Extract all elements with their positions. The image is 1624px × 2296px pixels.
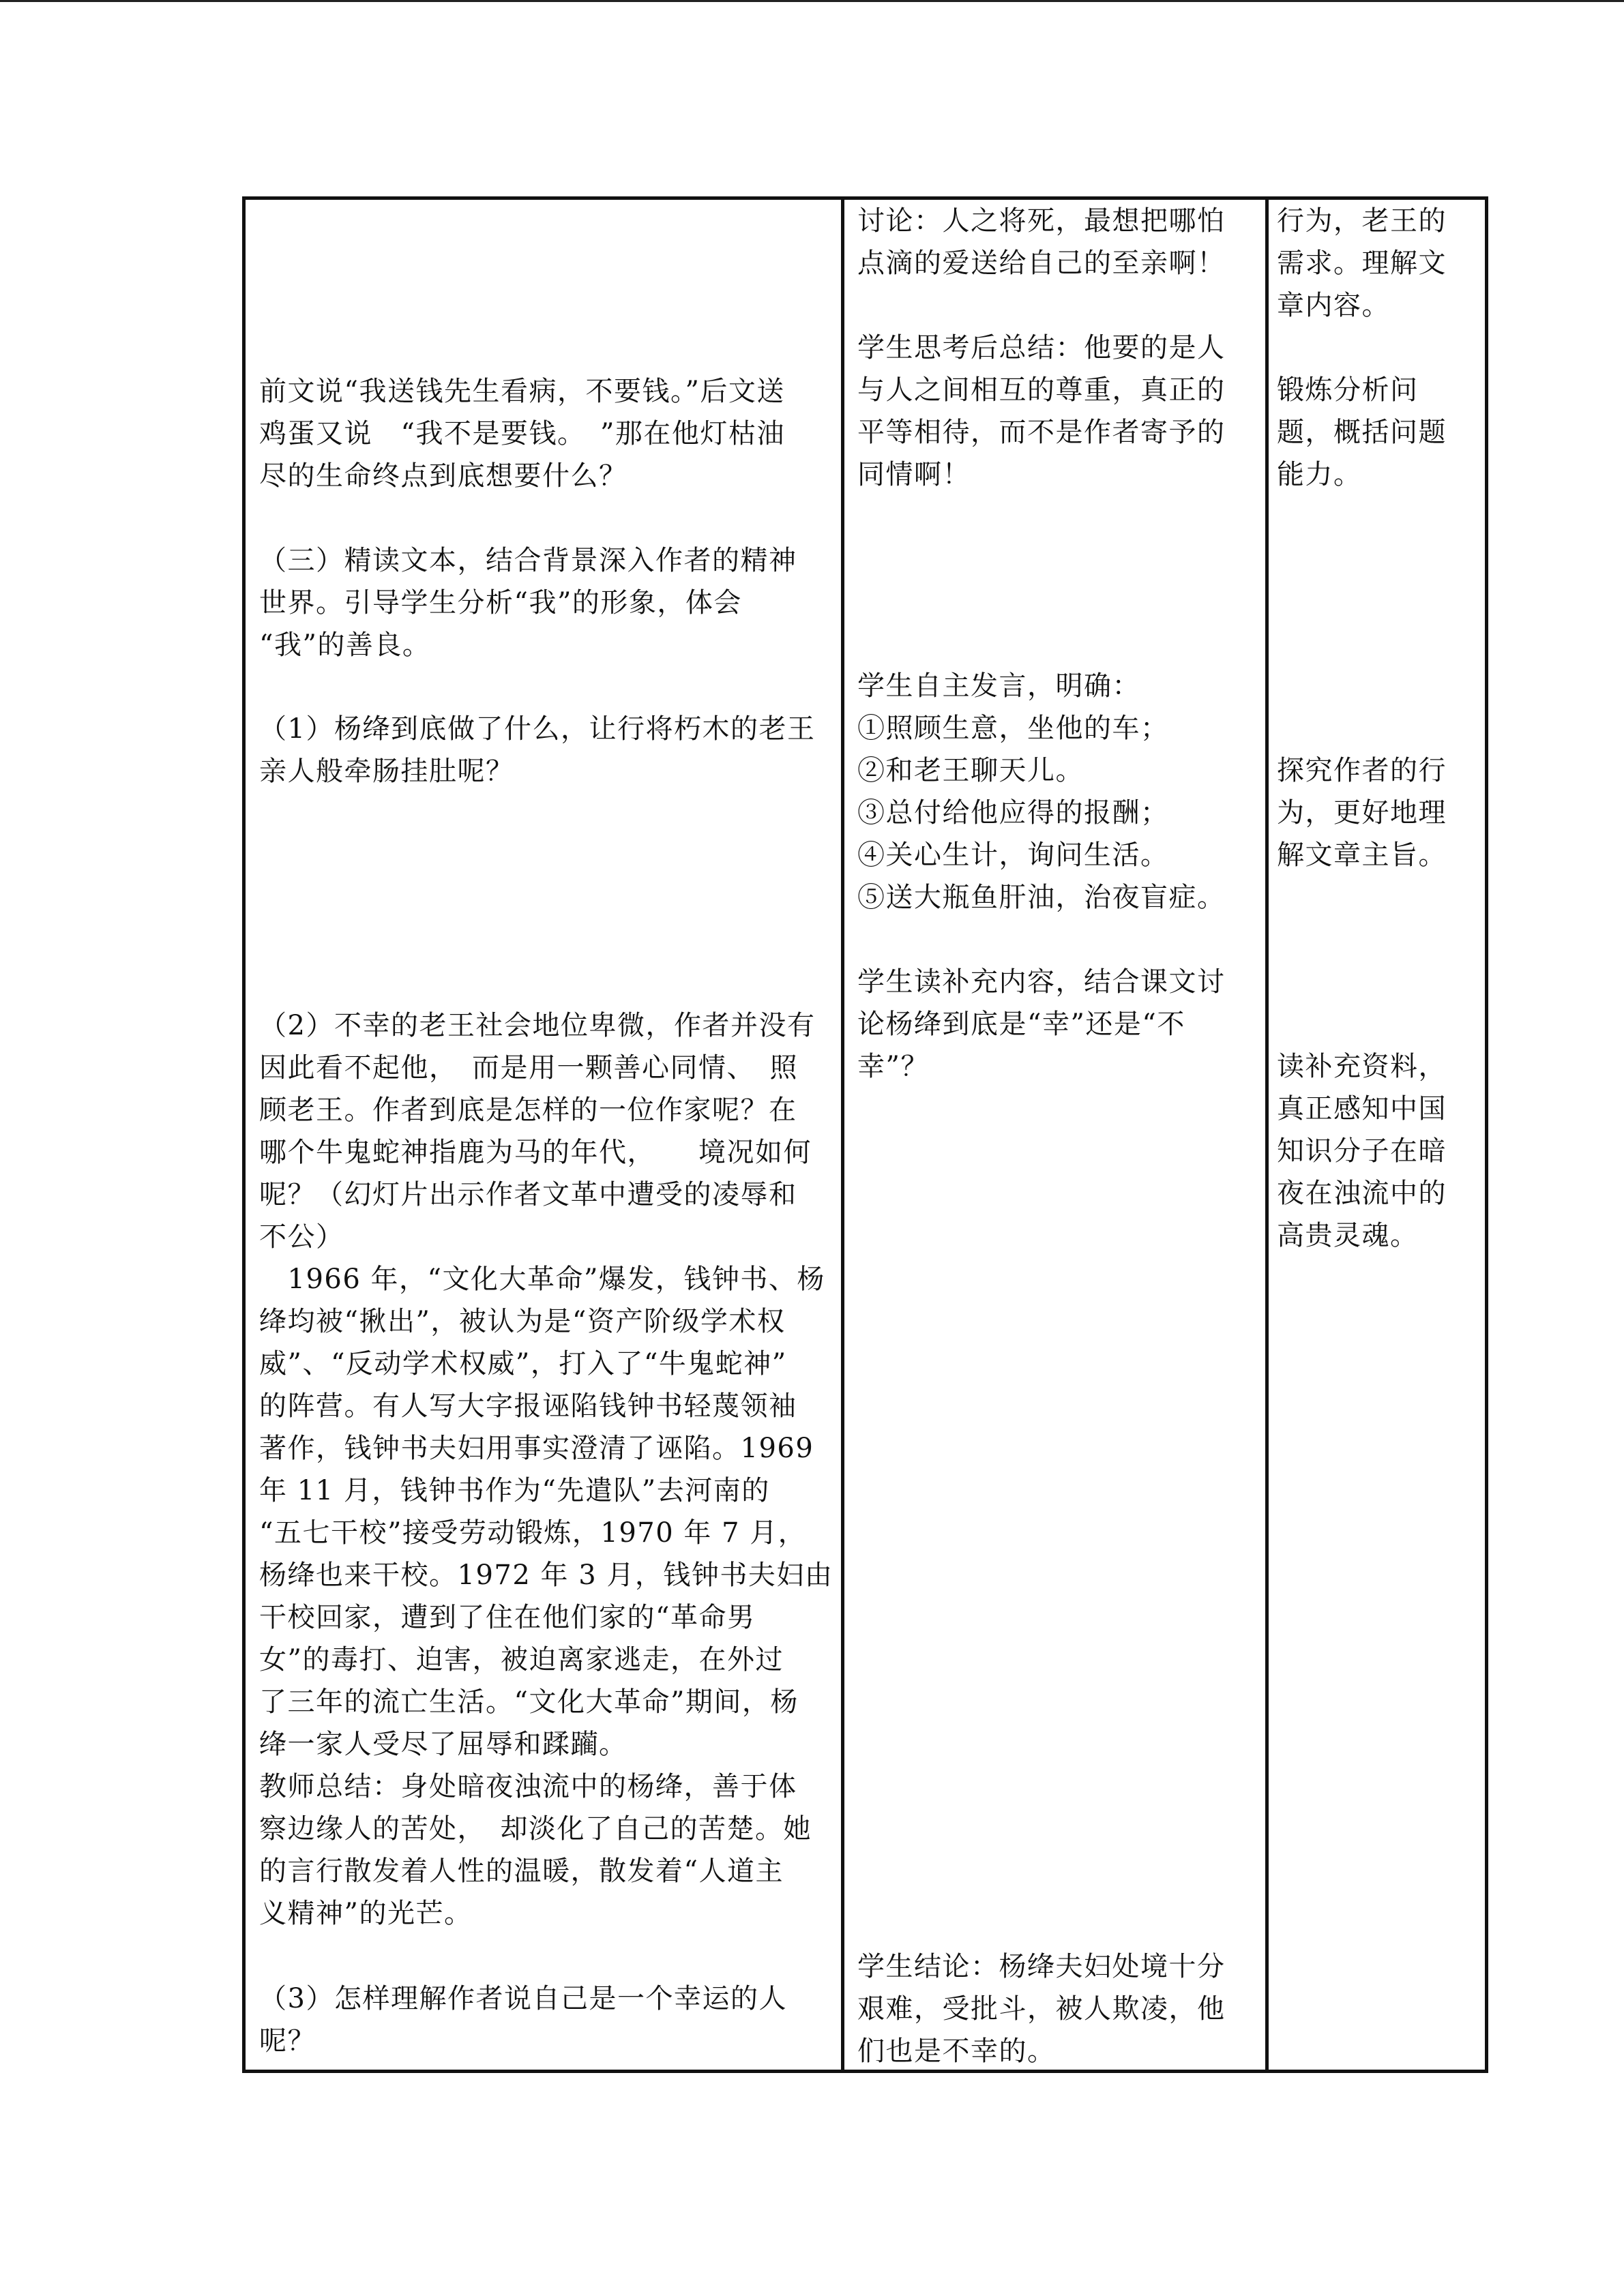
- column-divider-1: [841, 200, 844, 2070]
- teacher-line: 尽的生命终点到底想要什么？: [259, 460, 628, 492]
- purpose-line: 锻炼分析问: [1277, 374, 1419, 406]
- teacher-line: 教师总结：身处暗夜浊流中的杨绛，善于体: [259, 1771, 797, 1802]
- student-line: 艰难，受批斗，被人欺凌，他: [857, 1993, 1226, 2025]
- teacher-line: （三）精读文本，结合背景深入作者的精神: [259, 545, 797, 576]
- teacher-line: 义精神”的光芒。: [259, 1898, 473, 1929]
- teacher-line: 绛均被“揪出”，被认为是“资产阶级学术权: [259, 1306, 786, 1337]
- teacher-line: 鸡蛋又说 “我不是要钱。 ”那在他灯枯油: [259, 418, 785, 449]
- page-top-rule: [0, 0, 1624, 2]
- teacher-activity-column: [259, 200, 832, 2070]
- purpose-line: 题，概括问题: [1277, 417, 1447, 448]
- student-line: ③总付给他应得的报酬；: [857, 797, 1169, 829]
- student-line: 点滴的爱送给自己的至亲啊！: [857, 248, 1226, 279]
- teacher-line: 的阵营。有人写大字报诬陷钱钟书轻蔑领袖: [259, 1390, 797, 1422]
- teacher-line: 杨绛也来干校。1972 年 3 月，钱钟书夫妇由: [259, 1560, 833, 1591]
- teacher-line: （2）不幸的老王社会地位卑微，作者并没有: [259, 1010, 816, 1041]
- student-line: ②和老王聊天儿。: [857, 755, 1084, 786]
- purpose-line: 夜在浊流中的: [1277, 1178, 1447, 1209]
- student-line: 们也是不幸的。: [857, 2036, 1056, 2067]
- teacher-line: 年 11 月，钱钟书作为“先遣队”去河南的: [259, 1475, 770, 1506]
- design-purpose-column: [1277, 200, 1481, 2070]
- purpose-line: 章内容。: [1277, 290, 1390, 321]
- purpose-line: 读补充资料，: [1277, 1051, 1447, 1082]
- purpose-line: 为，更好地理: [1277, 797, 1447, 829]
- student-activity-column: [857, 200, 1267, 2070]
- teacher-line: 著作，钱钟书夫妇用事实澄清了诬陷。1969: [259, 1433, 814, 1464]
- student-line: ⑤送大瓶鱼肝油，治夜盲症。: [857, 882, 1226, 913]
- teacher-line: 前文说“我送钱先生看病，不要钱。”后文送: [259, 376, 785, 407]
- teacher-line: 女”的毒打、迫害，被迫离家逃走，在外过: [259, 1644, 784, 1675]
- student-line: 平等相待，而不是作者寄予的: [857, 417, 1226, 448]
- purpose-line: 需求。理解文: [1277, 248, 1447, 279]
- purpose-line: 真正感知中国: [1277, 1093, 1447, 1124]
- teacher-line: 了三年的流亡生活。“文化大革命”期间，杨: [259, 1686, 799, 1718]
- teacher-line: 1966 年，“文化大革命”爆发，钱钟书、杨: [259, 1264, 825, 1295]
- teacher-line: 哪个牛鬼蛇神指鹿为马的年代， 境况如何: [259, 1137, 812, 1168]
- purpose-line: 高贵灵魂。: [1277, 1220, 1419, 1251]
- purpose-line: 能力。: [1277, 459, 1362, 490]
- purpose-line: 行为，老王的: [1277, 205, 1447, 237]
- teacher-line: “我”的善良。: [259, 629, 431, 661]
- student-line: ①照顾生意，坐他的车；: [857, 713, 1169, 744]
- teacher-line: 因此看不起他， 而是用一颗善心同情、 照: [259, 1052, 798, 1084]
- teacher-line: 的言行散发着人性的温暖，散发着“人道主: [259, 1855, 784, 1887]
- lesson-plan-table: [242, 196, 1488, 2073]
- teacher-line: 顾老王。作者到底是怎样的一位作家呢？在: [259, 1094, 797, 1126]
- student-line: 学生思考后总结：他要的是人: [857, 332, 1226, 363]
- teacher-line: 呢？: [259, 2025, 316, 2057]
- student-line: 幸”？: [857, 1051, 929, 1082]
- teacher-line: 不公）: [259, 1221, 344, 1253]
- teacher-line: （1）杨绛到底做了什么，让行将朽木的老王: [259, 713, 816, 745]
- student-line: 学生自主发言，明确：: [857, 670, 1140, 702]
- student-line: 学生结论：杨绛夫妇处境十分: [857, 1951, 1226, 1982]
- teacher-line: 干校回家，遭到了住在他们家的“革命男: [259, 1602, 756, 1633]
- teacher-line: 察边缘人的苦处， 却淡化了自己的苦楚。她: [259, 1813, 812, 1845]
- student-line: 与人之间相互的尊重，真正的: [857, 374, 1226, 406]
- student-line: 同情啊！: [857, 459, 971, 490]
- teacher-line: 世界。引导学生分析“我”的形象，体会: [259, 587, 742, 618]
- teacher-line: （3）怎样理解作者说自己是一个幸运的人: [259, 1983, 787, 2014]
- purpose-line: 知识分子在暗: [1277, 1135, 1447, 1167]
- student-line: 讨论：人之将死，最想把哪怕: [857, 205, 1226, 237]
- teacher-line: 呢？（幻灯片出示作者文革中遭受的凌辱和: [259, 1179, 797, 1210]
- purpose-line: 解文章主旨。: [1277, 839, 1447, 871]
- column-divider-2: [1265, 200, 1269, 2070]
- teacher-line: 绛一家人受尽了屈辱和蹂躏。: [259, 1729, 628, 1760]
- purpose-line: 探究作者的行: [1277, 755, 1447, 786]
- student-line: 论杨绛到底是“幸”还是“不: [857, 1009, 1185, 1040]
- teacher-line: 亲人般牵肠挂肚呢？: [259, 756, 514, 787]
- teacher-line: “五七干校”接受劳动锻炼，1970 年 7 月，: [259, 1517, 807, 1549]
- student-line: ④关心生计，询问生活。: [857, 839, 1169, 871]
- student-line: 学生读补充内容，结合课文讨: [857, 966, 1226, 998]
- teacher-line: 威”、“反动学术权威”，打入了“牛鬼蛇神”: [259, 1348, 787, 1380]
